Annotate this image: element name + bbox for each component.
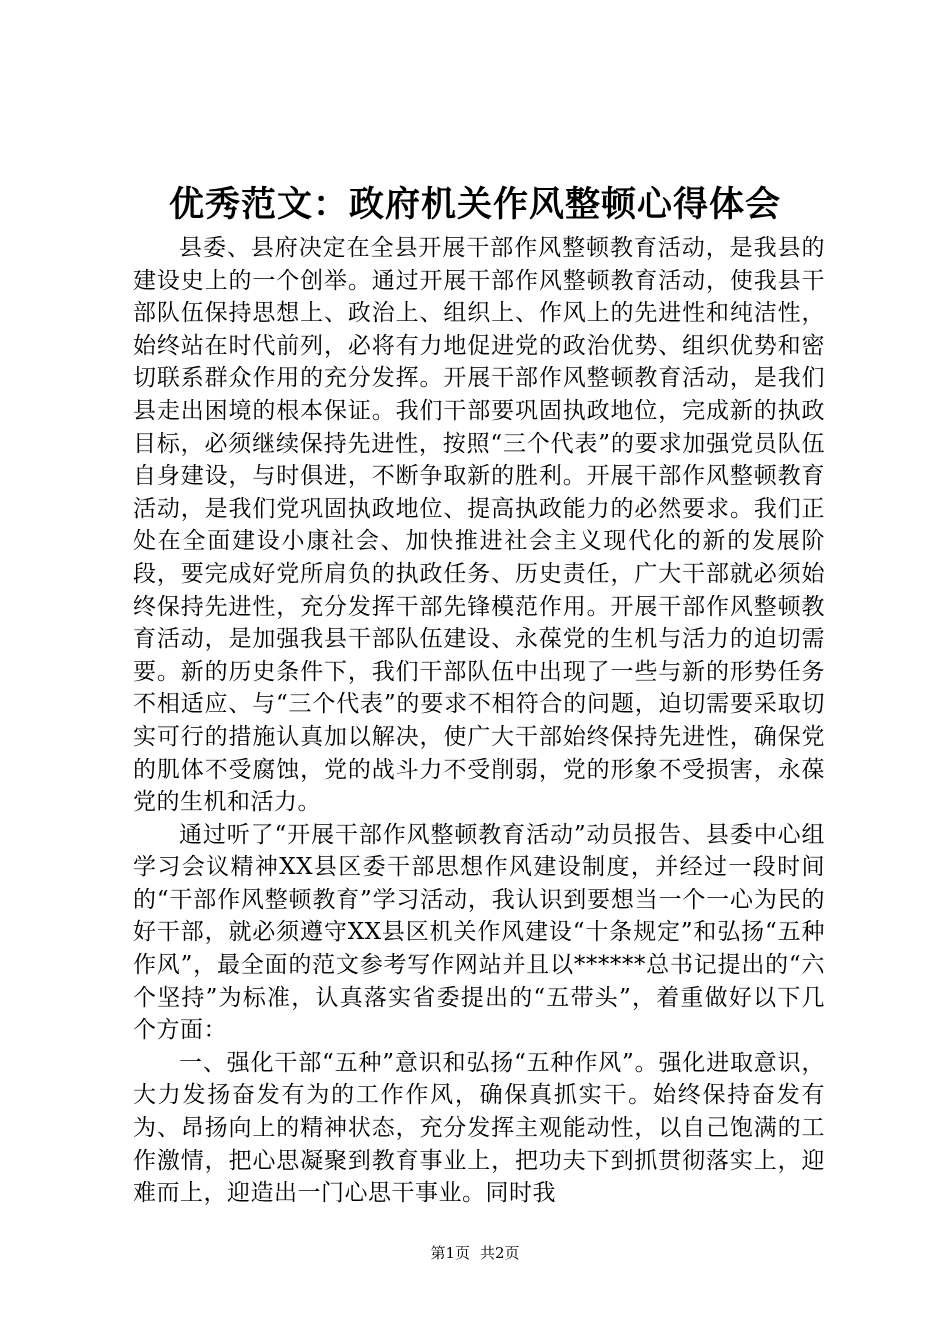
paragraph-point-one: 一、强化干部“五种”意识和弘扬“五种作风”。强化进取意识，大力发扬奋发有为的工作作风，确保真抓实干。始终保持奋发有为、昂扬向上的精神状态，充分发挥主观能动性，以自己饱满的工作激情，把心思凝聚到教育事业上，把功夫下到抓贯彻落实上，迎难而上，迎造出一门心思干事业。同时我	[133, 1049, 825, 1207]
page-number: 第1页	[430, 1244, 470, 1262]
page-total: 共2页	[480, 1244, 520, 1262]
paragraph-intro: 县委、县府决定在全县开展干部作风整顿教育活动，是我县的建设史上的一个创举。通过开展干部作风整顿教育活动，使我县干部队伍保持思想上、政治上、组织上、作风上的先进性和纯洁性，始终站在时代前列，必将有力地促进党的政治优势、组织优势和密切联系群众作用的充分发挥。开展干部作风整顿教育活动，是我们县走出困境的根本保证。我们干部要巩固执政地位，完成新的执政目标，必须继续保持先进性，按照“三个代表”的要求加强党员队伍自身建设，与时俱进，不断争取新的胜利。开展干部作风整顿教育活动，是我们党巩固执政地位、提高执政能力的必然要求。我们正处在全面建设小康社会、加快推进社会主义现代化的新的发展阶段，要完成好党所肩负的执政任务、历史责任，广大干部就必须始终保持先进性，充分发挥干部先锋模范作用。开展干部作风整顿教育活动，是加强我县干部队伍建设、永葆党的生机与活力的迫切需要。新的历史条件下，我们干部队伍中出现了一些与新的形势任务不相适应、与“三个代表”的要求不相符合的问题，迫切需要采取切实可行的措施认真加以解决，使广大干部始终保持先进性，确保党的肌体不受腐蚀，党的战斗力不受削弱，党的形象不受损害，永葆党的生机和活力。	[133, 235, 825, 816]
document-body	[133, 232, 825, 1210]
page-footer	[0, 1243, 950, 1263]
document-title: 优秀范文：政府机关作风整顿心得体会	[168, 184, 781, 225]
paragraph-study: 通过听了“开展干部作风整顿教育活动”动员报告、县委中心组学习会议精神XX县区委干部思想作风建设制度，并经过一段时间的“干部作风整顿教育”学习活动，我认识到要想当一个一心为民的好干部，就必须遵守XX县区机关作风建设“十条规定”和弘扬“五种作风”，最全面的范文参考写作网站并且以******总书记提出的“六个坚持”为标准，认真落实省委提出的“五带头”，着重做好以下几个方面：	[133, 821, 825, 1044]
